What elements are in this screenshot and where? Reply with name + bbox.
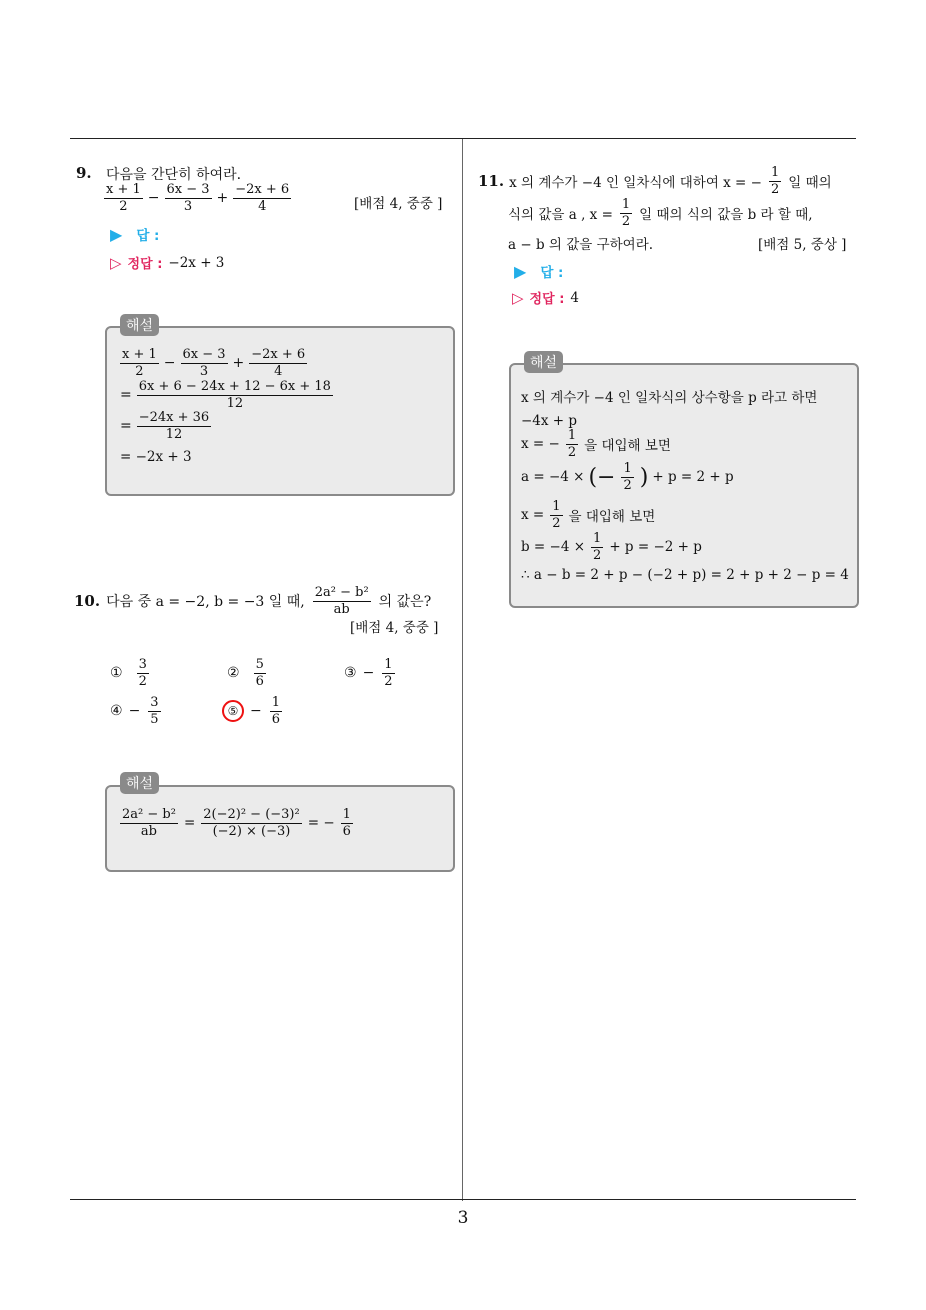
q10-prompt-row: 10. 다음 중 a = −2, b = −3 일 때, $\frac{\text{2a² − b²}}{ab}$ 의 값은? xyxy=(74,585,432,617)
page-number: 3 xyxy=(457,1208,469,1228)
q9-explain-line4: = −2x + 3 xyxy=(120,449,192,465)
q11-explain-l6: b = −4 × $\frac{1}{2}$ + p = −2 + p xyxy=(521,531,702,563)
answer-label: 답 : xyxy=(540,265,564,281)
q11-line1: 11. x 의 계수가 −4 인 일차식에 대하여 x = − $\frac{1}{2}$ 일 때의 xyxy=(478,165,832,197)
q10-explanation-tag: 해설 xyxy=(120,772,159,794)
q11-explain-l1: x 의 계수가 −4 인 일차식의 상수항을 p 라고 하면 xyxy=(521,390,818,406)
option-4[interactable]: ④ − $\frac{3}{5}$ xyxy=(110,695,159,727)
triangle-outline-icon: ▷ xyxy=(512,288,524,307)
triangle-icon: ▶ xyxy=(110,224,123,244)
q9-explain-line3: = $\frac{-24x + 36}{12}$ xyxy=(120,410,210,442)
top-rule xyxy=(70,138,856,139)
q11-explain-l3: x = − $\frac{1}{2}$ 을 대입해 보면 xyxy=(521,428,671,460)
option-2[interactable]: ② $\frac{5}{6}$ xyxy=(227,657,264,689)
q9-expression: $\frac{x + 1}{2}$ − $\frac{6x - 3}{3}$ + $\frac{-2x + 6}{4}$ xyxy=(106,182,290,214)
q11-explain-l7: ∴ a − b = 2 + p − (−2 + p) = 2 + p + 2 − p = 4 xyxy=(521,567,849,583)
q11-meta: [배점 5, 중상 ] xyxy=(758,237,847,253)
fraction: $\frac{-2x + 6}{4}$ xyxy=(235,182,290,214)
q11-explain-l2: −4x + p xyxy=(521,413,578,429)
q9-explanation-tag: 해설 xyxy=(120,314,159,336)
option-1[interactable]: ① $\frac{3}{2}$ xyxy=(110,657,147,689)
q11-answer-row xyxy=(514,261,563,281)
q9-prompt: 다음을 간단히 하여라. xyxy=(106,167,242,183)
q11-explain-l4: a = −4 × (− $\frac{1}{2}$ ) + p = 2 + p xyxy=(521,461,734,493)
q9-number: 9. xyxy=(76,164,92,182)
bottom-rule xyxy=(70,1199,856,1200)
selected-circle-icon: ⑤ xyxy=(222,700,244,722)
fraction: $\frac{\text{2a² − b²}}{ab}$ xyxy=(314,585,369,617)
q9-correct-row: ▷ 정답 : −2x + 3 xyxy=(110,253,225,272)
q11-explain-l5: x = $\frac{1}{2}$ 을 대입해 보면 xyxy=(521,499,656,531)
q10-meta: [배점 4, 중중 ] xyxy=(350,620,439,636)
fraction: $\frac{6x - 3}{3}$ xyxy=(166,182,210,214)
fraction: $\frac{x + 1}{2}$ xyxy=(106,182,141,214)
q11-line2: 식의 값을 a , x = $\frac{1}{2}$ 일 때의 식의 값을 b 라 할 때, xyxy=(508,197,813,229)
q11-line3: a − b 의 값을 구하여라. xyxy=(508,237,654,253)
q9-explain-line1: $\frac{x + 1}{2}$ − $\frac{6x - 3}{3}$ + $\frac{-2x + 6}{4}$ xyxy=(122,347,306,379)
q10-explain-line: $\frac{\text{2a² − b²}}{ab}$ = $\frac{\text{2(−2)² − (−3)²}}{(-2) \times (-3)}$ = − $\frac{1}{6}$ xyxy=(122,807,351,839)
q11-explanation-tag: 해설 xyxy=(524,351,563,373)
q9-meta: [배점 4, 중중 ] xyxy=(354,196,443,212)
triangle-icon: ▶ xyxy=(514,261,527,281)
option-5[interactable]: ⑤ − $\frac{1}{6}$ xyxy=(222,696,284,726)
triangle-outline-icon: ▷ xyxy=(110,253,122,272)
column-divider xyxy=(462,139,463,1201)
option-3[interactable]: ③ − $\frac{1}{2}$ xyxy=(344,657,393,689)
q9-explain-line2: = $\frac{6x + 6 - 24x + 12 - 6x + 18}{12}$ xyxy=(120,379,331,411)
q9-answer-row xyxy=(110,224,159,244)
answer-label: 답 : xyxy=(136,228,160,244)
q11-correct-row: ▷ 정답 : 4 xyxy=(512,288,579,307)
